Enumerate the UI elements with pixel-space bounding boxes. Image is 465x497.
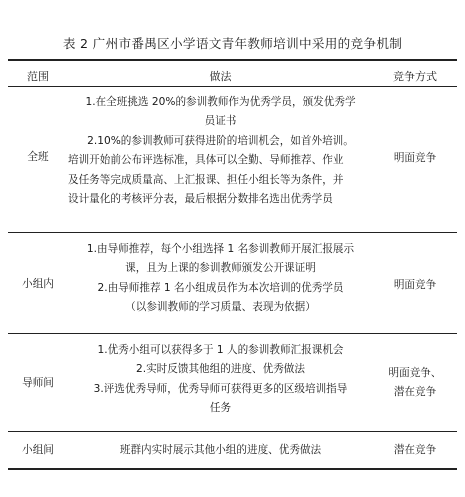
method-line: 班群内实时展示其他小组的进度、优秀做法 xyxy=(119,444,322,456)
table-top-rule xyxy=(8,59,457,61)
row-range-cell: 小组间 xyxy=(22,444,54,456)
competition-line: 潜在竞争 xyxy=(393,444,437,456)
method-line: 设计量化的考核评分表，最后根据分数排名选出优秀学员 xyxy=(68,193,333,206)
method-line: （以参训教师的学习质量、表现为依据） xyxy=(125,301,316,314)
row-method-cell xyxy=(68,240,373,318)
method-line: 2.10%的参训教师可获得进阶的培训机会，如首外培训。 xyxy=(87,134,354,147)
method-line: 1.在全班挑选 20%的参训教师作为优秀学员，颁发优秀学 xyxy=(85,96,356,108)
row-method-cell xyxy=(68,441,373,460)
row-rule xyxy=(8,431,457,432)
method-line: 1.优秀小组可以获得多于 1 人的参训教师汇报课机会 xyxy=(97,344,344,356)
competition-line: 明面竞争、 xyxy=(388,367,442,379)
header-competition: 竞争方式 xyxy=(393,70,437,83)
row-range-cell: 全班 xyxy=(27,151,49,163)
method-line: 培训开始前公布评选标准，具体可以全勤、导师推荐、作业 xyxy=(68,154,344,167)
competition-line: 潜在竞争 xyxy=(393,386,437,399)
method-line: 课，且为上课的参训教师颁发公开课证明 xyxy=(125,262,316,275)
method-line: 任务 xyxy=(209,402,232,415)
row-competition-cell xyxy=(373,441,457,460)
row-range-cell: 导师间 xyxy=(22,377,54,389)
row-method-cell xyxy=(68,341,373,419)
row-competition-cell xyxy=(373,364,457,403)
table-title: 表 2 广州市番禺区小学语文青年教师培训中采用的竞争机制 xyxy=(62,36,403,51)
row-rule xyxy=(8,333,457,334)
method-line: 员证书 xyxy=(204,115,237,128)
header-range: 范围 xyxy=(27,70,49,83)
row-method-cell xyxy=(68,93,373,209)
method-line: 及任务等完成质量高、上汇报课、担任小组长等为条件，并 xyxy=(68,173,344,186)
row-competition-cell xyxy=(373,149,457,168)
method-line: 1.由导师推荐，每个小组选择 1 名参训教师开展汇报展示 xyxy=(86,243,355,255)
header-method: 做法 xyxy=(209,70,232,83)
method-line: 2.由导师推荐 1 名小组成员作为本次培训的优秀学员 xyxy=(97,281,344,294)
row-range-cell: 小组内 xyxy=(22,278,54,290)
row-rule xyxy=(8,232,457,233)
header-rule xyxy=(8,86,457,87)
row-competition-cell xyxy=(373,276,457,295)
method-line: 3.评选优秀导师，优秀导师可获得更多的区级培训指导 xyxy=(93,382,348,395)
table-bottom-rule xyxy=(8,468,457,470)
method-line: 2.实时反馈其他组的进度、优秀做法 xyxy=(135,363,305,376)
competition-line: 明面竞争 xyxy=(393,279,437,291)
competition-line: 明面竞争 xyxy=(393,152,437,164)
